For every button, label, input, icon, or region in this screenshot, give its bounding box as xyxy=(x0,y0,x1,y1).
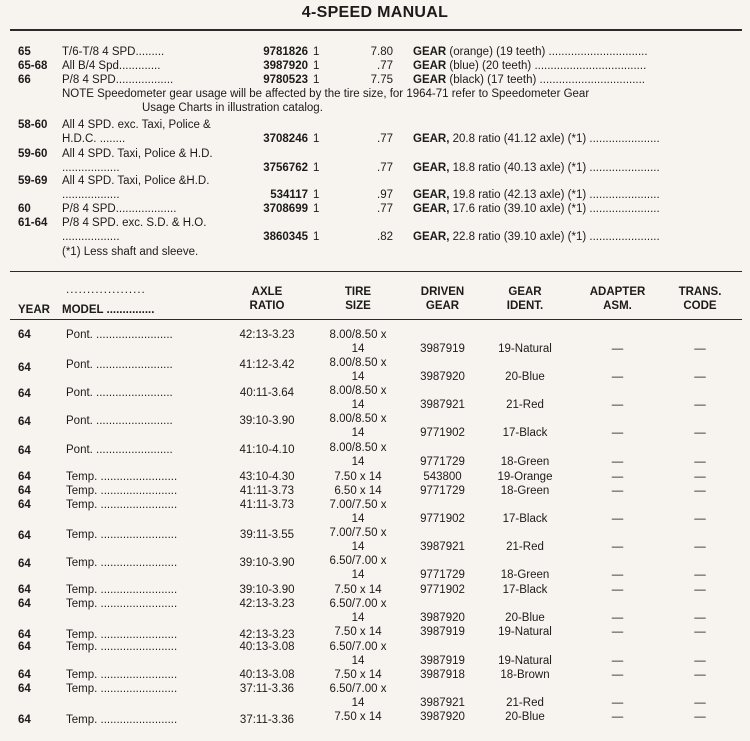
header-trans-code: TRANS. CODE xyxy=(678,286,722,312)
cell-gear-ident: 18-Brown xyxy=(500,669,550,681)
cell-trans-code: — xyxy=(694,612,706,624)
cell-model: Temp. ........................ xyxy=(66,499,178,511)
cell-year: 64 xyxy=(18,669,31,681)
header-adapter: ADAPTER ASM. xyxy=(589,286,646,312)
part-item: GEAR, 19.8 ratio (42.13 axle) (*1) ...................... xyxy=(413,189,660,201)
part-item: GEAR, 18.8 ratio (40.13 axle) (*1) ...................... xyxy=(413,162,660,174)
cell-driven-gear: 9771902 xyxy=(420,513,465,525)
cell-driven-gear: 9771729 xyxy=(420,569,465,581)
cell-model: Temp. ........................ xyxy=(66,584,178,596)
cell-tire-size: 7.00/7.50 x xyxy=(329,527,387,539)
cell-adapter: — xyxy=(611,485,624,497)
part-item: GEAR, 17.6 ratio (39.10 axle) (*1) ...................... xyxy=(413,203,660,215)
part-description: P/8 4 SPD................... xyxy=(62,203,177,215)
footnote: (*1) Less shaft and sleeve. xyxy=(62,246,199,258)
cell-year: 64 xyxy=(18,388,31,400)
cell-axle-ratio: 41:11-3.73 xyxy=(239,499,295,511)
cell-gear-ident: 20-Blue xyxy=(505,711,545,723)
cell-gear-ident: 19-Natural xyxy=(498,343,552,355)
cell-year: 64 xyxy=(18,714,31,726)
part-price: 7.75 xyxy=(370,74,393,86)
cell-axle-ratio: 37:11-3.36 xyxy=(239,714,295,726)
part-price: .77 xyxy=(377,133,393,145)
cell-model: Pont. ........................ xyxy=(66,387,173,399)
part-quantity: 1 xyxy=(313,74,320,86)
part-quantity: 1 xyxy=(313,231,320,243)
part-description: T/6-T/8 4 SPD......... xyxy=(62,46,165,58)
cell-year: 64 xyxy=(18,499,31,511)
cell-driven-gear: 3987919 xyxy=(420,626,465,638)
part-item: GEAR, 20.8 ratio (41.12 axle) (*1) ...................... xyxy=(413,133,660,145)
part-number: 3708699 xyxy=(263,203,308,215)
header-driven-gear: DRIVEN GEAR xyxy=(420,286,465,312)
header-gear-ident: GEAR IDENT. xyxy=(506,286,544,312)
cell-model: Temp. ........................ xyxy=(66,529,178,541)
cell-axle-ratio: 39:10-3.90 xyxy=(239,584,295,596)
cell-year: 64 xyxy=(18,598,31,610)
cell-driven-gear: 3987920 xyxy=(420,711,465,723)
part-price: .77 xyxy=(377,162,393,174)
cell-trans-code: — xyxy=(694,399,706,411)
part-price: .77 xyxy=(377,60,393,72)
part-item: GEAR (blue) (20 teeth) ................................... xyxy=(413,60,647,72)
part-year: 61-64 xyxy=(18,217,48,229)
cell-gear-ident: 18-Green xyxy=(500,569,550,581)
cell-trans-code: — xyxy=(694,626,706,638)
part-year: 65 xyxy=(18,46,31,58)
part-price: 7.80 xyxy=(370,46,393,58)
header-rule xyxy=(10,319,742,320)
part-quantity: 1 xyxy=(313,60,320,72)
part-quantity: 1 xyxy=(313,189,320,201)
part-number: 3756762 xyxy=(263,162,308,174)
cell-gear-ident: 20-Blue xyxy=(505,371,545,383)
cell-year: 64 xyxy=(18,641,31,653)
cell-tire-size: 7.50 x 14 xyxy=(334,711,382,723)
cell-tire-size-cont: 14 xyxy=(351,456,365,468)
cell-tire-size: 6.50/7.00 x xyxy=(329,555,387,567)
part-year: 59-60 xyxy=(18,148,48,160)
part-price: .77 xyxy=(377,203,393,215)
part-year: 66 xyxy=(18,74,31,86)
part-quantity: 1 xyxy=(313,203,320,215)
cell-driven-gear: 9771729 xyxy=(420,456,465,468)
cell-driven-gear: 3987920 xyxy=(420,612,465,624)
part-description: All 4 SPD. exc. Taxi, Police & H.D.C. ........ xyxy=(62,119,211,145)
cell-tire-size: 6.50/7.00 x xyxy=(329,641,387,653)
cell-gear-ident: 21-Red xyxy=(506,399,544,411)
cell-tire-size: 6.50 x 14 xyxy=(334,485,382,497)
part-year: 65-68 xyxy=(18,60,48,72)
cell-adapter: — xyxy=(611,541,624,553)
cell-model: Temp. ........................ xyxy=(66,669,178,681)
header-axle: AXLE RATIO xyxy=(249,286,285,312)
part-item: GEAR, 22.8 ratio (39.10 axle) (*1) ...................... xyxy=(413,231,660,243)
cell-model: Temp. ........................ xyxy=(66,714,178,726)
cell-driven-gear: 3987921 xyxy=(420,541,465,553)
cell-axle-ratio: 43:10-4.30 xyxy=(239,471,295,483)
cell-adapter: — xyxy=(611,513,624,525)
cell-axle-ratio: 41:10-4.10 xyxy=(239,444,295,456)
cell-gear-ident: 21-Red xyxy=(506,697,544,709)
cell-year: 64 xyxy=(18,629,31,641)
cell-year: 64 xyxy=(18,416,31,428)
cell-adapter: — xyxy=(611,584,624,596)
cell-model: Temp. ........................ xyxy=(66,471,178,483)
cell-model: Pont. ........................ xyxy=(66,329,173,341)
cell-adapter: — xyxy=(611,471,624,483)
part-description: All 4 SPD. Taxi, Police & H.D. .................. xyxy=(62,148,213,174)
speedometer-note-line1: NOTE Speedometer gear usage will be affected by the tire size, for 1964-71 refer to Speedometer Gear xyxy=(62,88,590,100)
cell-year: 64 xyxy=(18,329,31,341)
cell-tire-size-cont: 14 xyxy=(351,513,365,525)
cell-gear-ident: 17-Black xyxy=(502,513,548,525)
cell-year: 64 xyxy=(18,445,31,457)
cell-tire-size: 8.00/8.50 x xyxy=(329,442,387,454)
cell-tire-size-cont: 14 xyxy=(351,612,365,624)
part-description: All 4 SPD. Taxi, Police &H.D. .................. xyxy=(62,175,210,201)
cell-tire-size: 6.50/7.00 x xyxy=(329,683,387,695)
cell-gear-ident: 18-Green xyxy=(500,485,550,497)
cell-trans-code: — xyxy=(694,655,706,667)
cell-trans-code: — xyxy=(694,541,706,553)
part-description: All B/4 Spd............. xyxy=(62,60,161,72)
cell-tire-size: 7.50 x 14 xyxy=(334,584,382,596)
cell-tire-size-cont: 14 xyxy=(351,697,365,709)
cell-adapter: — xyxy=(611,343,624,355)
cell-tire-size-cont: 14 xyxy=(351,569,365,581)
part-quantity: 1 xyxy=(313,133,320,145)
cell-adapter: — xyxy=(611,655,624,667)
cell-trans-code: — xyxy=(694,669,706,681)
cell-year: 64 xyxy=(18,584,31,596)
cell-trans-code: — xyxy=(694,343,706,355)
cell-year: 64 xyxy=(18,362,31,374)
part-number: 9781826 xyxy=(263,46,308,58)
cell-adapter: — xyxy=(611,569,624,581)
cell-trans-code: — xyxy=(694,456,706,468)
part-number: 534117 xyxy=(270,189,308,201)
cell-year: 64 xyxy=(18,683,31,695)
cell-axle-ratio: 42:13-3.23 xyxy=(239,598,295,610)
cell-tire-size-cont: 14 xyxy=(351,541,365,553)
cell-adapter: — xyxy=(611,711,624,723)
cell-tire-size-cont: 14 xyxy=(351,427,365,439)
cell-driven-gear: 543800 xyxy=(423,471,462,483)
cell-adapter: — xyxy=(611,427,624,439)
cell-driven-gear: 3987920 xyxy=(420,371,465,383)
part-price: .97 xyxy=(377,189,393,201)
title-rule xyxy=(10,29,742,31)
cell-tire-size: 7.50 x 14 xyxy=(334,669,382,681)
cell-axle-ratio: 39:11-3.55 xyxy=(239,529,295,541)
cell-model: Temp. ........................ xyxy=(66,629,178,641)
cell-adapter: — xyxy=(611,669,624,681)
cell-adapter: — xyxy=(611,456,624,468)
cell-model: Pont. ........................ xyxy=(66,415,173,427)
part-year: 59-69 xyxy=(18,175,48,187)
cell-axle-ratio: 40:11-3.64 xyxy=(239,387,295,399)
speedometer-note-line2: Usage Charts in illustration catalog. xyxy=(142,102,323,114)
cell-driven-gear: 3987918 xyxy=(420,669,465,681)
cell-model: Temp. ........................ xyxy=(66,557,178,569)
cell-adapter: — xyxy=(611,371,624,383)
part-number: 3708246 xyxy=(263,133,308,145)
cell-gear-ident: 19-Orange xyxy=(497,471,553,483)
cell-year: 64 xyxy=(18,558,31,570)
cell-trans-code: — xyxy=(694,485,706,497)
cell-driven-gear: 9771902 xyxy=(420,427,465,439)
cell-tire-size: 7.50 x 14 xyxy=(334,471,382,483)
cell-trans-code: — xyxy=(694,697,706,709)
page-title: 4-SPEED MANUAL xyxy=(301,4,449,21)
part-year: 60 xyxy=(18,203,31,215)
cell-trans-code: — xyxy=(694,471,706,483)
cell-tire-size: 8.00/8.50 x xyxy=(329,329,387,341)
part-year: 58-60 xyxy=(18,119,48,131)
part-item: GEAR (black) (17 teeth) ................................. xyxy=(413,74,645,86)
cell-driven-gear: 9771729 xyxy=(420,485,465,497)
cell-tire-size: 8.00/8.50 x xyxy=(329,357,387,369)
cell-axle-ratio: 40:13-3.08 xyxy=(239,641,295,653)
cell-axle-ratio: 39:10-3.90 xyxy=(239,415,295,427)
cell-driven-gear: 3987919 xyxy=(420,343,465,355)
part-quantity: 1 xyxy=(313,162,320,174)
cell-gear-ident: 20-Blue xyxy=(505,612,545,624)
cell-tire-size-cont: 14 xyxy=(351,655,365,667)
cell-axle-ratio: 41:11-3.73 xyxy=(239,485,295,497)
cell-model: Temp. ........................ xyxy=(66,641,178,653)
cell-year: 64 xyxy=(18,471,31,483)
cell-gear-ident: 21-Red xyxy=(506,541,544,553)
model-dots: ................... xyxy=(66,284,146,296)
cell-adapter: — xyxy=(611,626,624,638)
cell-adapter: — xyxy=(611,697,624,709)
cell-tire-size: 7.00/7.50 x xyxy=(329,499,387,511)
cell-tire-size: 8.00/8.50 x xyxy=(329,385,387,397)
part-number: 3860345 xyxy=(263,231,308,243)
cell-gear-ident: 17-Black xyxy=(502,584,548,596)
cell-model: Temp. ........................ xyxy=(66,485,178,497)
part-description: P/8 4 SPD.................. xyxy=(62,74,174,86)
cell-driven-gear: 9771902 xyxy=(420,584,465,596)
cell-driven-gear: 3987921 xyxy=(420,697,465,709)
cell-tire-size: 6.50/7.00 x xyxy=(329,598,387,610)
cell-trans-code: — xyxy=(694,711,706,723)
part-description: P/8 4 SPD. exc. S.D. & H.O. .................. xyxy=(62,217,207,243)
cell-model: Temp. ........................ xyxy=(66,598,178,610)
part-price: .82 xyxy=(377,231,393,243)
cell-trans-code: — xyxy=(694,569,706,581)
cell-gear-ident: 18-Green xyxy=(500,456,550,468)
cell-axle-ratio: 42:13-3.23 xyxy=(239,329,295,341)
cell-axle-ratio: 39:10-3.90 xyxy=(239,557,295,569)
part-item: GEAR (orange) (19 teeth) ............................... xyxy=(413,46,648,58)
cell-gear-ident: 17-Black xyxy=(502,427,548,439)
cell-model: Temp. ........................ xyxy=(66,683,178,695)
cell-axle-ratio: 40:13-3.08 xyxy=(239,669,295,681)
cell-adapter: — xyxy=(611,399,624,411)
section-rule xyxy=(10,271,742,272)
cell-driven-gear: 3987919 xyxy=(420,655,465,667)
part-number: 9780523 xyxy=(263,74,308,86)
part-number: 3987920 xyxy=(263,60,308,72)
cell-trans-code: — xyxy=(694,584,706,596)
cell-year: 64 xyxy=(18,485,31,497)
cell-year: 64 xyxy=(18,530,31,542)
cell-axle-ratio: 37:11-3.36 xyxy=(239,683,295,695)
cell-gear-ident: 19-Natural xyxy=(498,655,552,667)
cell-axle-ratio: 41:12-3.42 xyxy=(239,359,295,371)
cell-model: Pont. ........................ xyxy=(66,359,173,371)
cell-axle-ratio: 42:13-3.23 xyxy=(239,629,295,641)
header-year: YEAR xyxy=(18,304,50,316)
cell-trans-code: — xyxy=(694,371,706,383)
cell-gear-ident: 19-Natural xyxy=(498,626,552,638)
cell-driven-gear: 3987921 xyxy=(420,399,465,411)
cell-adapter: — xyxy=(611,612,624,624)
cell-tire-size-cont: 14 xyxy=(351,343,365,355)
cell-tire-size-cont: 14 xyxy=(351,399,365,411)
header-model: MODEL ............... xyxy=(62,304,155,316)
part-quantity: 1 xyxy=(313,46,320,58)
cell-tire-size: 8.00/8.50 x xyxy=(329,413,387,425)
cell-trans-code: — xyxy=(694,427,706,439)
cell-trans-code: — xyxy=(694,513,706,525)
header-tire: TIRE SIZE xyxy=(344,286,372,312)
cell-tire-size: 7.50 x 14 xyxy=(334,626,382,638)
cell-tire-size-cont: 14 xyxy=(351,371,365,383)
cell-model: Pont. ........................ xyxy=(66,444,173,456)
